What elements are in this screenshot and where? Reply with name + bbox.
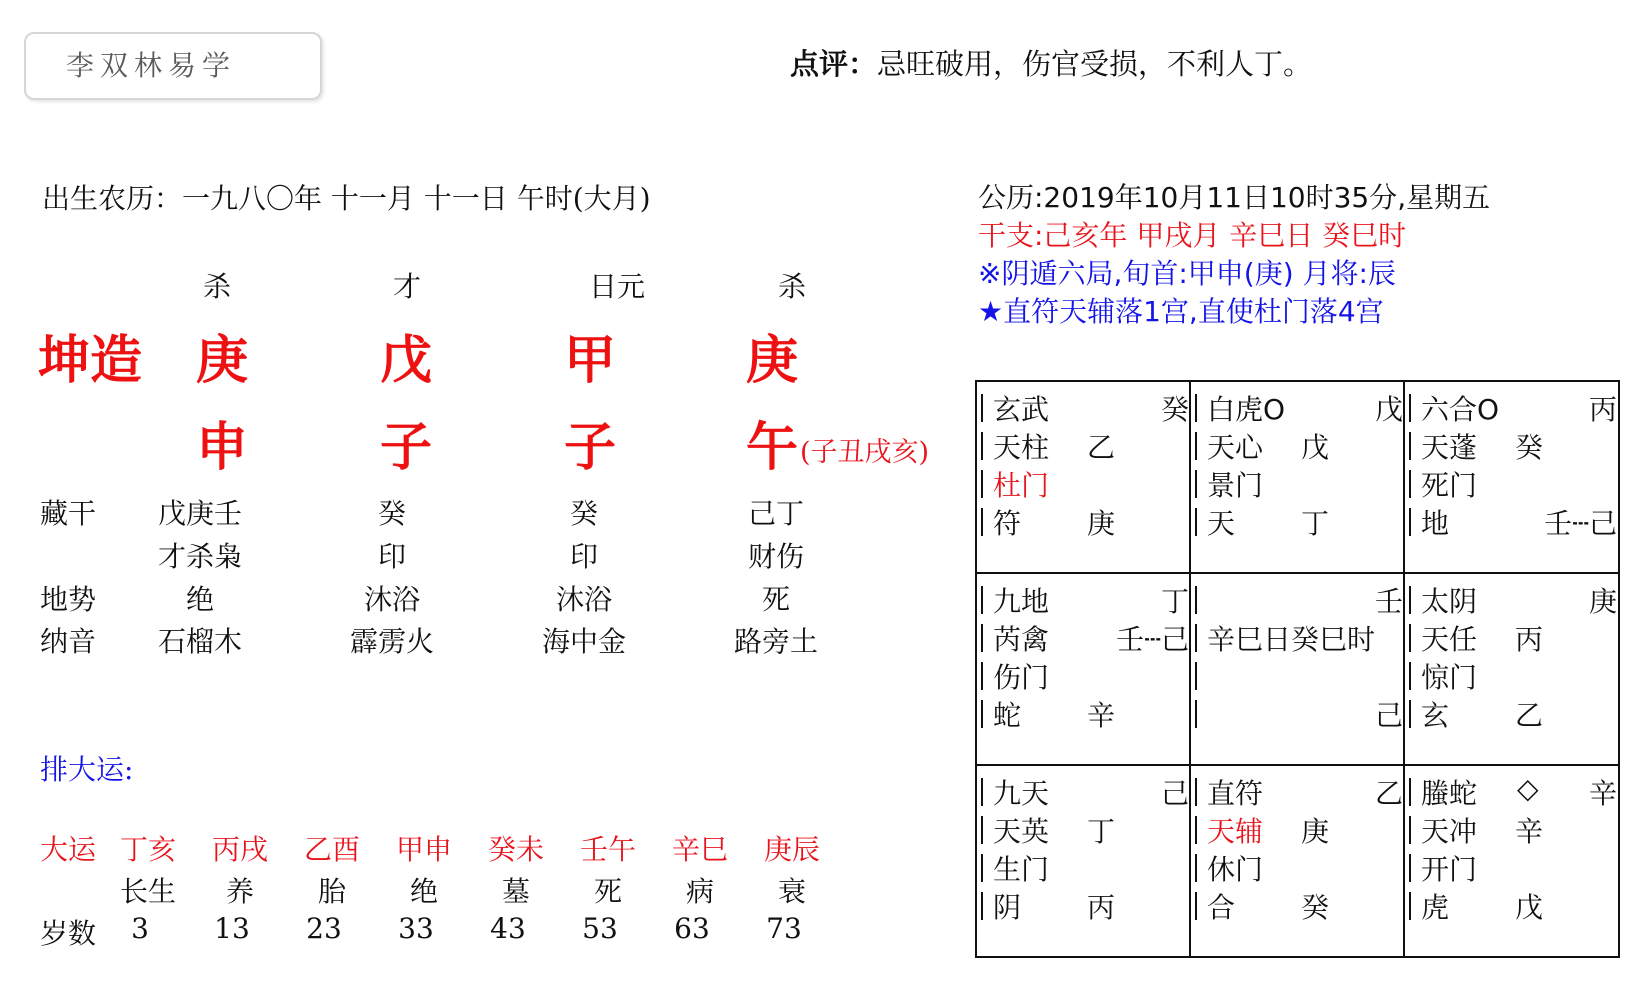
palace-star: 天心 xyxy=(1207,431,1264,464)
palace-row-bar xyxy=(981,508,983,536)
canggan-god-day: 印 xyxy=(569,540,599,573)
dayun-stage: 死 xyxy=(593,875,623,908)
qimen-grid xyxy=(975,380,1620,958)
palace-row-bar xyxy=(981,586,983,614)
palace-deity: 虎 xyxy=(1421,891,1450,924)
palace-row-bar xyxy=(981,778,983,806)
palace-deity-stem: 乙 xyxy=(1515,699,1544,732)
palace-star: 辛巳日癸巳时 xyxy=(1207,623,1376,656)
palace-god: 螣蛇 xyxy=(1421,777,1478,810)
palace-row-bar xyxy=(981,662,983,690)
palace-row-bar xyxy=(1409,432,1411,460)
nayin-day: 海中金 xyxy=(541,625,627,658)
palace-row-bar xyxy=(1195,432,1197,460)
canggan-god-hour: 财伤 xyxy=(747,540,805,573)
dayun-age: 43 xyxy=(490,912,526,945)
palace-row-bar xyxy=(1409,700,1411,728)
palace-cell xyxy=(1195,388,1409,580)
nayin-month: 霹雳火 xyxy=(349,625,435,658)
palace-deity-stem: 壬┄己 xyxy=(1544,507,1617,540)
palace-deity-stem: 丙 xyxy=(1087,891,1116,924)
palace-row-bar xyxy=(981,854,983,882)
palace-star: 天辅 xyxy=(1207,815,1264,848)
grid-line-top xyxy=(975,380,1620,382)
palace-star: 天柱 xyxy=(993,431,1050,464)
palace-cell xyxy=(1195,580,1409,772)
palace-cell xyxy=(1409,388,1623,580)
palace-star-stem: 辛 xyxy=(1515,815,1544,848)
dayun-stage: 病 xyxy=(685,875,715,908)
grid-line-left xyxy=(975,380,977,958)
ten-god-hour: 杀 xyxy=(777,270,807,303)
stem-hour: 庚 xyxy=(745,331,799,391)
dayun-pillar: 乙酉 xyxy=(303,833,361,866)
dayun-pillar: 庚辰 xyxy=(763,833,821,866)
canggan-label: 藏干 xyxy=(40,497,97,530)
dayun-age: 23 xyxy=(306,912,342,945)
dayun-pillar: 甲申 xyxy=(395,833,453,866)
palace-row-bar xyxy=(981,700,983,728)
dayun-stage: 墓 xyxy=(501,875,531,908)
canggan-month: 癸 xyxy=(377,497,407,530)
nayin-year: 石榴木 xyxy=(157,625,243,658)
palace-door: 杜门 xyxy=(993,469,1050,502)
palace-row-bar xyxy=(1195,700,1197,728)
dishi-label: 地势 xyxy=(40,583,97,616)
palace-row-bar xyxy=(981,624,983,652)
dishi-year: 绝 xyxy=(185,583,215,616)
dayun-age: 3 xyxy=(131,912,149,945)
dayun-pillar: 壬午 xyxy=(579,833,637,866)
palace-cell xyxy=(981,772,1195,964)
canggan-day: 癸 xyxy=(569,497,599,530)
ten-god-day: 日元 xyxy=(588,270,646,303)
palace-god: 白虎O xyxy=(1207,393,1286,426)
palace-star-stem: 丙 xyxy=(1515,623,1544,656)
palace-god-stem: 壬 xyxy=(1374,585,1403,618)
palace-row-bar xyxy=(1409,586,1411,614)
palace-god-stem: 辛 xyxy=(1588,777,1617,810)
palace-star: 芮禽 xyxy=(993,623,1050,656)
palace-row-bar xyxy=(1195,854,1197,882)
palace-god-stem: 癸 xyxy=(1160,393,1189,426)
dayun-pillar: 丁亥 xyxy=(119,833,177,866)
dayun-age: 33 xyxy=(398,912,434,945)
critique-text: 忌旺破用，伤官受损，不利人丁。 xyxy=(877,47,1313,81)
diamond-icon: ◇ xyxy=(1517,772,1539,805)
palace-star: 天英 xyxy=(993,815,1050,848)
dayun-stage: 养 xyxy=(225,875,255,908)
palace-deity-stem: 庚 xyxy=(1087,507,1116,540)
dayun-pillar: 辛巳 xyxy=(671,833,729,866)
dayun-stage: 长生 xyxy=(119,875,177,908)
palace-god: 太阴 xyxy=(1421,585,1478,618)
palace-deity-stem: 辛 xyxy=(1087,699,1116,732)
palace-star-stem: 乙 xyxy=(1087,431,1116,464)
palace-door: 生门 xyxy=(993,853,1050,886)
palace-god-stem: 丙 xyxy=(1588,393,1617,426)
birth-lunar-date: 出生农历：一九八〇年 十一月 十一日 午时(大月) xyxy=(42,182,651,215)
canggan-year: 戊庚壬 xyxy=(157,497,243,530)
palace-row-bar xyxy=(1409,624,1411,652)
palace-row-bar xyxy=(1409,854,1411,882)
palace-deity-stem: 癸 xyxy=(1301,891,1330,924)
qimen-dun-ju: ※阴遁六局,旬首:甲申(庚) 月将:辰 xyxy=(978,257,1396,290)
palace-god-stem: 戊 xyxy=(1374,393,1403,426)
palace-cell xyxy=(981,580,1195,772)
branch-hour: 午 xyxy=(745,418,799,478)
nayin-label: 纳音 xyxy=(40,625,97,658)
palace-row-bar xyxy=(1195,624,1197,652)
critique-label: 点评： xyxy=(790,47,878,81)
palace-row-bar xyxy=(1409,778,1411,806)
canggan-hour: 己丁 xyxy=(747,497,805,530)
qimen-ganzhi: 干支:己亥年 甲戌月 辛巳日 癸巳时 xyxy=(978,219,1407,252)
stem-day: 甲 xyxy=(563,331,617,391)
palace-star-stem: 戊 xyxy=(1301,431,1330,464)
palace-row-bar xyxy=(1409,508,1411,536)
palace-god-stem: 丁 xyxy=(1160,585,1189,618)
palace-god: 直符 xyxy=(1207,777,1264,810)
stem-month: 戊 xyxy=(379,331,433,391)
age-label: 岁数 xyxy=(40,917,97,950)
dayun-stage: 绝 xyxy=(409,875,439,908)
qimen-zhifu: ★直符天辅落1宫,直使杜门落4宫 xyxy=(978,295,1384,328)
palace-door: 惊门 xyxy=(1421,661,1478,694)
palace-deity-stem: 己 xyxy=(1374,699,1403,732)
palace-star-stem: 庚 xyxy=(1301,815,1330,848)
palace-god: 六合O xyxy=(1421,393,1500,426)
palace-deity: 阴 xyxy=(993,891,1022,924)
dayun-stage: 衰 xyxy=(777,875,807,908)
branch-day: 子 xyxy=(563,418,617,478)
palace-row-bar xyxy=(1195,778,1197,806)
dayun-stage: 胎 xyxy=(317,875,347,908)
palace-door: 伤门 xyxy=(993,661,1050,694)
dayun-age: 63 xyxy=(674,912,710,945)
dishi-month: 沐浴 xyxy=(363,583,421,616)
dayun-pillar: 丙戌 xyxy=(211,833,269,866)
palace-deity: 合 xyxy=(1207,891,1236,924)
canggan-god-year: 才杀枭 xyxy=(157,540,243,573)
palace-deity: 符 xyxy=(993,507,1022,540)
palace-deity: 蛇 xyxy=(993,699,1022,732)
dishi-day: 沐浴 xyxy=(555,583,613,616)
palace-deity-stem: 丁 xyxy=(1301,507,1330,540)
logo-text: 李双林易学 xyxy=(66,49,237,82)
palace-cell xyxy=(1409,580,1623,772)
palace-cell xyxy=(1409,772,1623,964)
palace-row-bar xyxy=(1409,394,1411,422)
palace-star: 天冲 xyxy=(1421,815,1478,848)
dayun-age: 13 xyxy=(214,912,250,945)
palace-deity: 天 xyxy=(1207,507,1236,540)
qimen-solar-date: 公历:2019年10月11日10时35分,星期五 xyxy=(978,181,1491,214)
palace-star-stem: 丁 xyxy=(1087,815,1116,848)
palace-row-bar xyxy=(981,394,983,422)
branch-year: 申 xyxy=(195,418,249,478)
palace-row-bar xyxy=(1195,586,1197,614)
dayun-label: 大运 xyxy=(40,833,97,866)
chart-gender-label: 坤造 xyxy=(38,331,143,391)
palace-star: 天蓬 xyxy=(1421,431,1478,464)
palace-row-bar xyxy=(981,432,983,460)
palace-row-bar xyxy=(1409,662,1411,690)
palace-row-bar xyxy=(1195,470,1197,498)
palace-god: 九天 xyxy=(993,777,1050,810)
palace-star-stem: 壬┄己 xyxy=(1116,623,1189,656)
branch-month: 子 xyxy=(379,418,433,478)
palace-row-bar xyxy=(1409,892,1411,920)
palace-door: 景门 xyxy=(1207,469,1264,502)
palace-row-bar xyxy=(1409,816,1411,844)
stem-year: 庚 xyxy=(195,331,249,391)
palace-star-stem: 癸 xyxy=(1515,431,1544,464)
dishi-hour: 死 xyxy=(761,583,791,616)
dayun-pillar: 癸未 xyxy=(487,833,545,866)
palace-god: 玄武 xyxy=(993,393,1050,426)
palace-deity-stem: 戊 xyxy=(1515,891,1544,924)
void-branches: (子丑戌亥) xyxy=(800,437,930,468)
palace-door: 开门 xyxy=(1421,853,1478,886)
critique xyxy=(790,42,1312,83)
palace-row-bar xyxy=(1409,470,1411,498)
palace-row-bar xyxy=(1195,662,1197,690)
dayun-age: 73 xyxy=(766,912,802,945)
palace-god-stem: 庚 xyxy=(1588,585,1617,618)
palace-row-bar xyxy=(1195,394,1197,422)
palace-row-bar xyxy=(981,470,983,498)
dayun-title: 排大运: xyxy=(40,753,134,786)
palace-star: 天任 xyxy=(1421,623,1478,656)
palace-row-bar xyxy=(1195,816,1197,844)
palace-god: 九地 xyxy=(993,585,1050,618)
palace-deity: 地 xyxy=(1421,507,1450,540)
palace-cell xyxy=(1195,772,1409,964)
palace-god-stem: 己 xyxy=(1160,777,1189,810)
palace-god-stem: 乙 xyxy=(1374,777,1403,810)
dayun-age: 53 xyxy=(582,912,618,945)
palace-row-bar xyxy=(981,816,983,844)
palace-cell xyxy=(981,388,1195,580)
ten-god-year: 杀 xyxy=(202,270,232,303)
palace-deity: 玄 xyxy=(1421,699,1450,732)
canggan-god-month: 印 xyxy=(377,540,407,573)
palace-row-bar xyxy=(1195,508,1197,536)
palace-row-bar xyxy=(981,892,983,920)
ten-god-month: 才 xyxy=(392,270,422,303)
palace-door: 死门 xyxy=(1421,469,1478,502)
palace-row-bar xyxy=(1195,892,1197,920)
palace-door: 休门 xyxy=(1207,853,1264,886)
nayin-hour: 路旁土 xyxy=(733,625,819,658)
